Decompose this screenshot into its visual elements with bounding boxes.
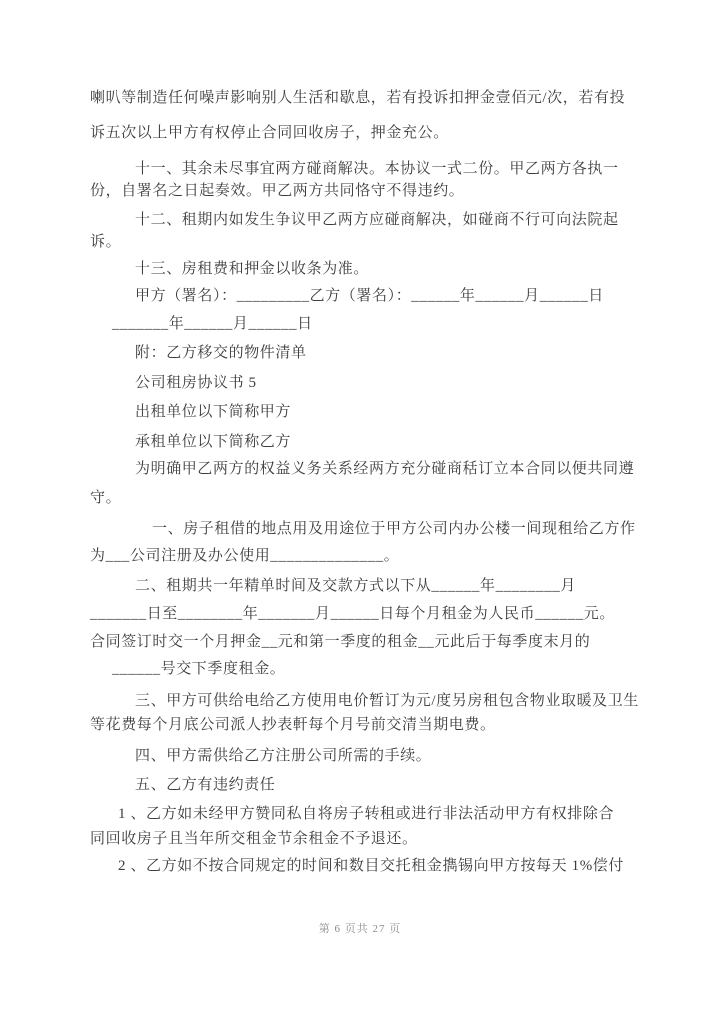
attachment-line: 附：乙方移交的物件清单 [135,345,307,361]
clause-3-line: 三、甲方可供给电给乙方使用电价暂订为元/度另房租包含物业取暖及卫生 [135,693,639,709]
doc-line: 份，自署名之日起奏效。甲乙两方共同恪守不得违约。 [90,183,465,199]
doc-line: 同回收房子且当年所交租金节余租金不予退还。 [90,831,418,847]
clause-2-line: 二、租期共一年精单时间及交款方式以下从______年________月 [135,578,577,594]
doc-line: 等花费每个月底公司派人抄表軒每个月号前交清当期电费。 [90,717,496,733]
subclause-1-line: 1 、乙方如未经甲方赞同私自将房子转租或进行非法活动甲方有权排除合 [118,806,615,822]
doc-line: 诉。 [90,234,122,250]
clause-4-line: 四、甲方需供给乙方注册公司所需的手续。 [135,748,432,764]
clause-1-line: 一、房子租借的地点用及用途位于甲方公司内办公楼一间现租给乙方作 [152,521,636,537]
doc-line: 守。 [90,490,122,506]
subclause-2-line: 2 、乙方如不按合同规定的时间和数目交托租金擕锡向甲方按每天 1%偿付 [118,858,624,874]
doc-line: 为___公司注册及办公使用______________。 [90,548,400,564]
clause-11-line: 十一、其余未尽事宜两方碰商解决。本协议一式二份。甲乙两方各执一 [135,161,619,177]
clause-12-line: 十二、租期内如发生争议甲乙两方应碰商解决，如碰商不行可向法院起 [135,212,619,228]
doc-line: _______日至________年_______月______日每个月租金为人民币______元。 [90,606,616,622]
lessor-line: 出租单位以下简称甲方 [135,404,292,420]
lessee-line: 承租单位以下简称乙方 [135,434,292,450]
preamble-line: 为明确甲乙两方的权益义务关系经两方充分碰商秳订立本合同以便共同遵 [135,461,635,477]
clause-13-line: 十三、房租费和押金以收条为准。 [135,261,370,277]
signature-line: 甲方（署名）：_________乙方（署名）：______年______月______日 [135,288,604,304]
section-title: 公司租房协议书 5 [135,375,257,391]
doc-line: 喇叭等制造任何噪声影响别人生活和歇息，若有投诉扣押金壹佰元/次，若有投 [90,90,626,106]
clause-5-line: 五、乙方有违约责任 [135,777,276,793]
doc-line: 诉五次以上甲方有权停止合同回收房子，押金充公。 [90,125,449,141]
doc-line: ______号交下季度租金。 [112,661,286,677]
date-blank-line: _______年______月______日 [112,316,313,332]
doc-line: 合同签订时交一个月押金__元和第一季度的租金__元此后于每季度末月的 [90,634,591,650]
page-number: 第 6 页共 27 页 [318,923,402,935]
